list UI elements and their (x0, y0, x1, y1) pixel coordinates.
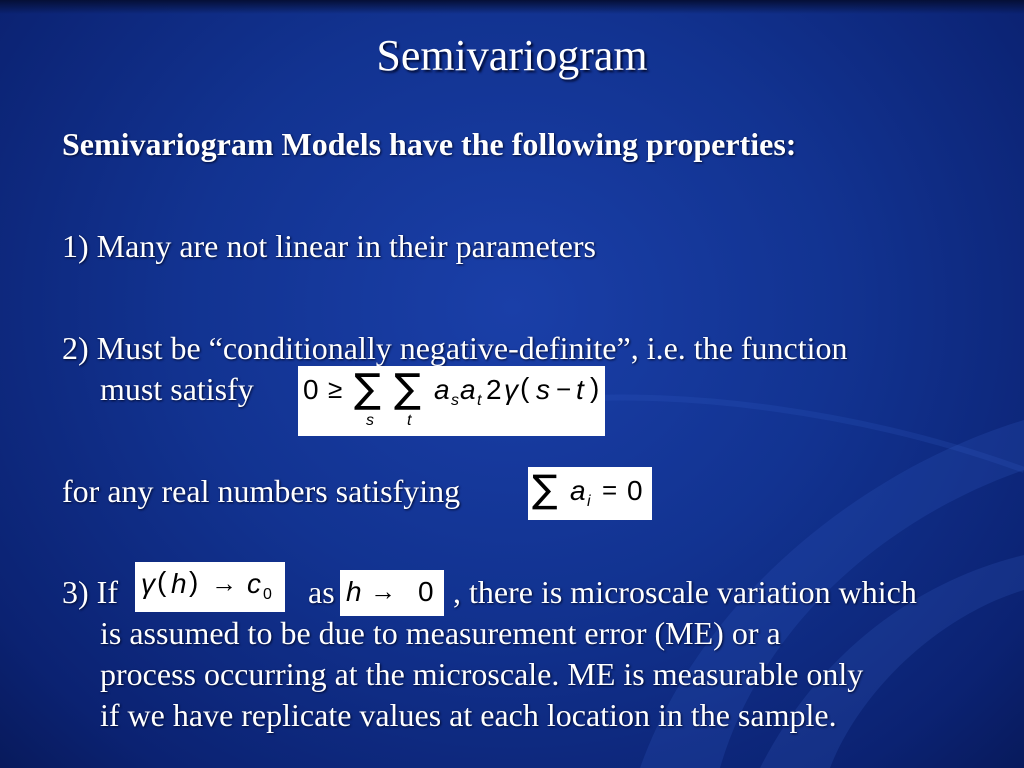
eq3-gamma: γ (141, 568, 155, 599)
eq1-a-s: a (434, 374, 450, 405)
eq1-gamma: γ (504, 374, 518, 405)
property-3-as: as (308, 574, 335, 610)
eq1-a-t: a (460, 374, 476, 405)
equation-negative-definite (298, 366, 605, 436)
eq3-rparen: ) (189, 566, 199, 597)
eq4-zero: 0 (418, 576, 434, 607)
eq3-lparen: ( (157, 566, 167, 597)
eq1-two: 2 (486, 374, 502, 405)
equation-sum-zero (528, 467, 652, 520)
property-2-continuation: for any real numbers satisfying (62, 473, 461, 509)
eq1-zero: 0 (303, 374, 319, 405)
property-2-line-2: must satisfy (100, 371, 254, 407)
property-3-prefix: 3) If (62, 574, 118, 610)
property-3-line-4: if we have replicate values at each location in the sample. (100, 697, 837, 733)
eq1-minus: − (556, 374, 572, 404)
property-3-line-1: , there is microscale variation which (453, 574, 917, 610)
property-3-line-3: process occurring at the microscale. ME is measurable only (100, 656, 864, 692)
eq3-c: c (247, 568, 261, 599)
property-2-line-1: 2) Must be “conditionally negative-definite”, i.e. the function (62, 330, 848, 366)
property-3-line-2: is assumed to be due to measurement error (ME) or a (100, 615, 781, 651)
eq1-a-s-sub: s (451, 392, 459, 409)
equation-gamma-limit (135, 562, 285, 612)
eq4-h: h (346, 576, 362, 607)
section-heading: Semivariogram Models have the following properties: (62, 126, 797, 162)
eq1-sub-t: t (407, 412, 412, 429)
eq1-sigma-t: ∑ (394, 366, 421, 412)
eq2-zero: 0 (627, 475, 643, 506)
equation-h-limit (340, 570, 444, 616)
eq1-sigma-s: ∑ (354, 366, 381, 412)
eq1-s: s (536, 374, 550, 405)
eq3-sub-0: 0 (263, 586, 272, 603)
slide-title: Semivariogram (376, 31, 648, 80)
eq2-sub-i: i (587, 493, 591, 510)
eq2-a: a (570, 475, 586, 506)
eq3-arrow: → (211, 568, 237, 598)
eq2-equals: = (602, 475, 618, 505)
eq3-h: h (171, 568, 187, 599)
eq1-sub-s: s (366, 412, 374, 429)
eq1-lparen: ( (520, 372, 530, 403)
eq1-geq: ≥ (328, 374, 343, 404)
eq1-t: t (576, 374, 584, 405)
eq1-a-t-sub: t (477, 392, 482, 409)
eq2-sigma: ∑ (532, 467, 558, 511)
property-1: 1) Many are not linear in their parameters (62, 228, 596, 264)
eq4-arrow: → (370, 576, 396, 606)
eq1-rparen: ) (590, 372, 600, 403)
